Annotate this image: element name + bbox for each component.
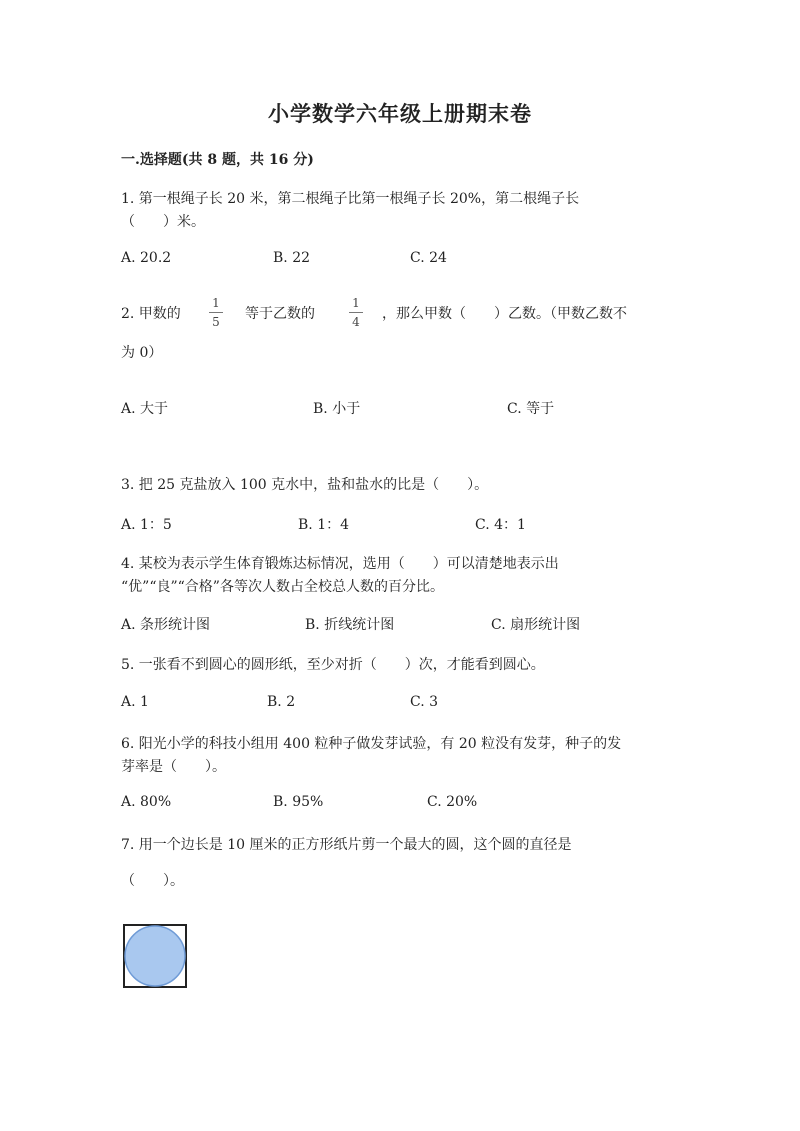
question-5-text: 5. 一张看不到圆心的圆形纸，至少对折（ ）次，才能看到圆心。	[121, 657, 545, 673]
question-6-text-cont: 芽率是（ ）。	[121, 759, 226, 775]
inscribed-circle	[125, 926, 185, 986]
question-2-option-a: A. 大于	[121, 401, 169, 417]
question-3-text: 3. 把 25 克盐放入 100 克水中，盐和盐水的比是（ ）。	[121, 477, 489, 493]
question-6-option-b: B. 95%	[273, 794, 324, 810]
question-1-text: 1. 第一根绳子长 20 米，第二根绳子比第一根绳子长 20%，第二根绳子长	[121, 191, 580, 207]
question-4-option-b: B. 折线统计图	[305, 617, 395, 633]
question-3-option-a: A. 1：5	[121, 517, 172, 533]
question-4-text: 4. 某校为表示学生体育锻炼达标情况，选用（ ）可以清楚地表示出	[121, 556, 559, 572]
square-with-inscribed-circle-figure	[123, 924, 187, 988]
question-2-text-end: ，那么甲数（ ）乙数。（甲数乙数不	[382, 306, 627, 322]
fraction-one-quarter	[349, 296, 363, 329]
question-6-option-a: A. 80%	[121, 794, 172, 810]
question-5-option-b: B. 2	[267, 694, 296, 710]
question-2-text: 2. 甲数的	[121, 306, 181, 322]
question-2-text-mid: 等于乙数的	[245, 306, 315, 322]
question-6-option-c: C. 20%	[427, 794, 478, 810]
question-2-text-cont: 为 0）	[121, 345, 163, 361]
question-6-text: 6. 阳光小学的科技小组用 400 粒种子做发芽试验，有 20 粒没有发芽，种子的发	[121, 736, 622, 752]
question-4-option-a: A. 条形统计图	[121, 617, 211, 633]
fraction-denominator: 4	[352, 315, 360, 329]
question-4-text-cont: “优”“良”“合格”各等次人数占全校总人数的百分比。	[121, 579, 444, 595]
question-5-option-c: C. 3	[410, 694, 439, 710]
question-7-text-cont: （ ）。	[121, 873, 184, 889]
question-3-option-b: B. 1：4	[298, 517, 350, 533]
fraction-bar	[209, 312, 223, 313]
question-2-option-b: B. 小于	[313, 401, 361, 417]
section-heading: 一.选择题(共 8 题，共 16 分)	[121, 152, 314, 168]
question-7-text: 7. 用一个边长是 10 厘米的正方形纸片剪一个最大的圆，这个圆的直径是	[121, 837, 572, 853]
page-title: 小学数学六年级上册期末卷	[268, 101, 532, 126]
fraction-bar	[349, 312, 363, 313]
fraction-numerator: 1	[352, 296, 360, 310]
question-1-option-a: A. 20.2	[121, 250, 172, 266]
question-2-option-c: C. 等于	[507, 401, 555, 417]
question-1-option-b: B. 22	[273, 250, 311, 266]
question-1-option-c: C. 24	[410, 250, 447, 266]
fraction-denominator: 5	[212, 315, 220, 329]
fraction-numerator: 1	[212, 296, 220, 310]
question-5-option-a: A. 1	[121, 694, 149, 710]
fraction-one-fifth	[209, 296, 223, 329]
question-1-text-cont: （ ）米。	[121, 214, 205, 230]
question-4-option-c: C. 扇形统计图	[491, 617, 581, 633]
question-3-option-c: C. 4：1	[475, 517, 526, 533]
